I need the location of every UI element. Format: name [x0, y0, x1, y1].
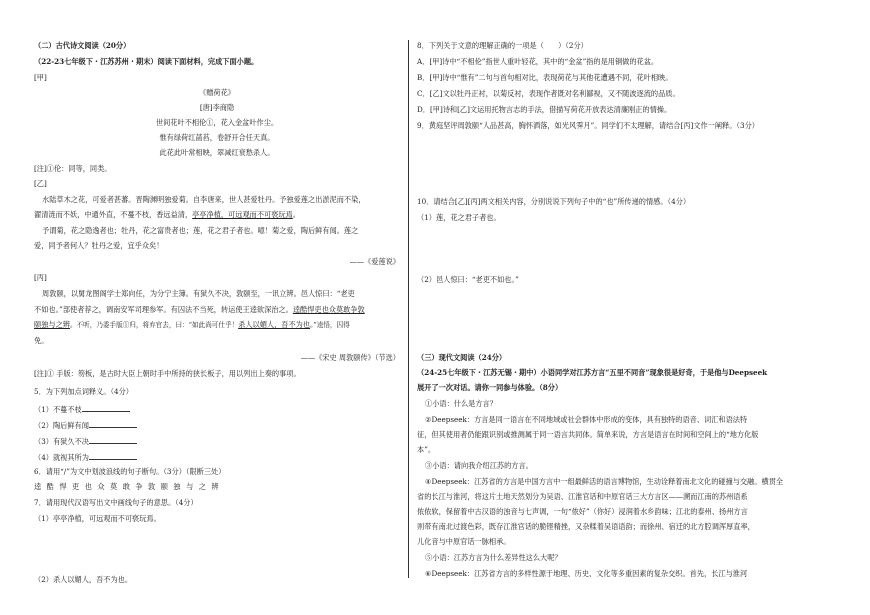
q8-option-a: A．[甲]诗中“不相伦”指世人重叶轻花，其中的“金盆”指的是用铜做的花盆。	[417, 57, 659, 66]
yi-para-line: 予谓菊，花之隐逸者也；牡丹，花之富贵者也；莲，花之君子者也。噫！菊之爱，陶后鲜有闻。莲之	[42, 226, 359, 235]
dialogue-line: 本”。	[417, 445, 436, 454]
dialogue-line: ④Deepseek：江苏省的方言是中国方言中一组最鲜活的语言博物馆，生动诠释着南北文化的碰撞与交融。横贯全	[425, 477, 784, 486]
q8-option-d: D．[甲]诗和[乙]文运用托物言志的手法，借描写荷花开放表达清廉刚正的情操。	[417, 105, 672, 114]
poem-line: 惟有绿荷红菡萏，卷舒开合任天真。	[159, 133, 275, 142]
bing-source: ——《宋史 周敦颐传》（节选）	[300, 353, 400, 362]
dialogue-line: 侬侬软，保留着中古汉语的浊音与七声调，一句“侬好”（你好）浸润着水乡韵味；江北的泰州、扬州方言	[417, 507, 748, 516]
bing-label: [丙]	[34, 273, 47, 282]
section3-intro: （24-25七年级下・江苏无锡・期中）小语同学对江苏方言“五里不同音”现象很是好奇，于是他与Deepseek	[417, 368, 768, 377]
bing-para-line: 不如也。”部使者荐之，调南安军司理参军。有囚法不当死，转运使王逵欲深治之。逵酷悍吏也众莫敢争敦	[34, 305, 365, 314]
section3-title: （三）现代文阅读（24分）	[417, 353, 507, 362]
dialogue-line: 则带有南北过渡色彩，既存江淮官话的脆铿精挫，又杂糅着吴语语韵；而徐州、宿迁的北方腔调浑厚直率，	[417, 522, 755, 531]
poem-title: 《赠荷花》	[199, 88, 235, 97]
underlined-sentence: 杀人以媚人，吾不为也	[238, 320, 311, 329]
yi-label: [乙]	[34, 179, 47, 188]
q6-sentence: 逵 酷 悍 吏 也 众 莫 敢 争 敦 颐 独 与 之 辨	[34, 482, 221, 491]
bing-para-line: 免。	[34, 336, 49, 345]
dialogue-line: 儿化音与中原官话一脉相承。	[417, 537, 511, 546]
dialogue-line: ⑤小语：江苏方言为什么差异性这么大呢？	[425, 553, 562, 562]
yi-para-line: 濯清涟而不妖，中通外直，不蔓不枝，香远益清，亭亭净植，可远观而不可亵玩焉。	[34, 210, 300, 219]
q8-option-b: B．[甲]诗中“惟有”二句与首句相对比，表现荷花与其他花遭遇不同，花叶相映。	[417, 73, 673, 82]
dialogue-line: 征，但其使用者仍能跟识别或推测属于同一语言共同体。简单来说，方言是语言在时间和空间上的“地方化版	[417, 430, 759, 439]
section-title: （二）古代诗文阅读（20分）	[34, 41, 131, 50]
q7-item: （1）亭亭净植，可远观而不可亵玩焉。	[34, 514, 161, 523]
question-10: 10．请结合[乙][丙]两文相关内容，分别说说下列句子中的“也”所传递的情感。（4分）	[417, 197, 691, 206]
poem-line: 世间花叶不相伦①，花入金盆叶作尘。	[155, 118, 279, 127]
bing-para-line: 颐独与之辨。不听，乃委手版①归，将弃官去，曰：“如此尚可仕乎！杀人以媚人，吾不为也。”逵悟，囚得	[34, 320, 350, 329]
wavy-sentence: 逵酷悍吏也众莫敢争敦	[292, 305, 365, 314]
dialogue-line: ⑥Deepseek：江苏省方言的多样性源于地理、历史、文化等多重因素的复杂交织。首先，长江与淮河	[425, 569, 748, 578]
dialogue-line: ③小语：请向我介绍江苏的方言。	[425, 461, 533, 470]
poem-note: [注]①伦：同等，同类。	[34, 164, 112, 173]
q5-item: （3）有狱久不决	[34, 436, 137, 445]
q7-item: （2）杀人以媚人，吾不为也。	[34, 575, 133, 584]
question-8: 8．下列关于文意的理解正确的一项是（ ）（2分）	[417, 41, 588, 50]
jia-label: [甲]	[34, 73, 47, 82]
q8-option-c: C．[乙]文以牡丹正衬，以菊反衬，表现作者既对名利鄙视，又不随波逐流的品质。	[417, 89, 680, 98]
answer-blank[interactable]	[89, 436, 137, 444]
answer-blank[interactable]	[89, 452, 137, 460]
answer-blank[interactable]	[89, 420, 137, 428]
yi-para-line: 爱，同予者何人？牡丹之爱，宜乎众矣！	[34, 241, 164, 250]
dialogue-line: ①小语：什么是方言？	[425, 399, 497, 408]
yi-source: ——《爱莲说》	[349, 257, 400, 266]
q5-item: （2）陶后鲜有闻	[34, 420, 137, 429]
source-note: （22-23七年级下・江苏苏州・期末）阅读下面材料，完成下面小题。	[34, 57, 259, 66]
poem-author: [唐]李商隐	[199, 103, 235, 112]
underlined-sentence: 亭亭净植，可远观而不可亵玩焉	[192, 210, 293, 219]
poem-line: 此花此叶常相映，翠减红衰愁杀人。	[159, 148, 275, 157]
q5-item: （1）不蔓不枝	[34, 404, 130, 413]
bing-note: [注]① 手版：笏板，是古时大臣上朝时手中所持的狭长板子，用以列出上奏的事项。	[34, 369, 301, 378]
question-6: 6．请用“/”为文中划波浪线的句子断句。（3分）（限断三处）	[34, 467, 226, 476]
dialogue-line: 省的长江与淮河，将这片土地天然划分为吴语、江淮官话和中原官话三大方言区——溯而江南的苏州语系	[417, 492, 748, 501]
yi-para-line: 水陆草木之花，可爱者甚蕃。晋陶渊明独爱菊。自李唐来，世人甚爱牡丹。予独爱莲之出淤泥而不染，	[42, 195, 366, 204]
question-9: 9．黄庭坚评周敦颐“人品甚高，胸怀洒落，如光风霁月”。同学们不太理解，请结合[丙]文作一阐释。（3分）	[417, 121, 759, 130]
column-divider	[408, 40, 409, 578]
q10-item: （1）莲，花之君子者也。	[417, 213, 501, 222]
question-5: 5．为下列加点词释义。（4分）	[34, 387, 133, 396]
section3-intro: 展开了一次对话。请你一同参与体验。（8分）	[417, 383, 563, 392]
answer-blank[interactable]	[82, 404, 130, 412]
question-7: 7．请用现代汉语写出文中画线句子的意思。（4分）	[34, 498, 198, 507]
dialogue-line: ②Deepseek：方言是同一语言在不同地域或社会群体中形成的变体，具有独特的语音、词汇和语法特	[425, 415, 748, 424]
q10-item: （2）邑人惊曰：“老吏不如也。”	[417, 275, 519, 284]
q5-item: （4）就视其所为	[34, 452, 137, 461]
bing-para-line: 周敦颐，以舅龙图阁学士郑向任，为分宁主簿。有狱久不决，敦颐至，一讯立辨。邑人惊曰：“老吏	[42, 289, 355, 298]
